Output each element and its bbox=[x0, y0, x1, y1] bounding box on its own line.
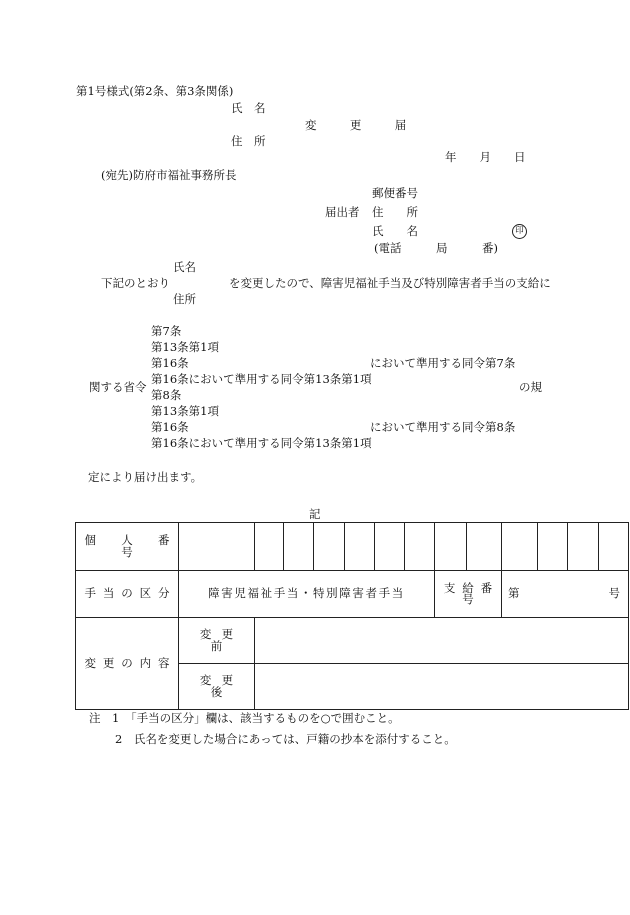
personal-number-digit[interactable] bbox=[599, 523, 629, 571]
personal-number-digit[interactable] bbox=[502, 523, 538, 571]
date-field: 年 月 日 bbox=[445, 150, 526, 164]
applicant-name-label: 氏 名 bbox=[372, 224, 418, 238]
after-change-label: 変更後 bbox=[179, 664, 255, 710]
body-intro: 下記のとおり bbox=[101, 276, 170, 290]
article-option: 第16条 bbox=[151, 420, 189, 434]
applicant-address-label: 住 所 bbox=[372, 205, 418, 219]
change-before-row bbox=[76, 618, 629, 664]
allowance-row bbox=[76, 571, 629, 618]
form-number: 第1号様式(第2条、第3条関係) bbox=[76, 84, 234, 98]
submitter-label: 届出者 bbox=[325, 205, 360, 219]
title-address-option: 住 所 bbox=[231, 134, 266, 148]
article-option: 第16条 bbox=[151, 356, 189, 370]
personal-number-digit[interactable] bbox=[405, 523, 435, 571]
allowance-type-label: 手当の区分 bbox=[76, 571, 179, 618]
postal-code-label: 郵便番号 bbox=[372, 186, 418, 200]
addressee: (宛先)防府市福祉事務所長 bbox=[101, 168, 237, 182]
personal-number-digit[interactable] bbox=[375, 523, 405, 571]
change-content-label: 変更の内容 bbox=[76, 618, 179, 710]
personal-number-digit[interactable] bbox=[467, 523, 502, 571]
personal-number-digit[interactable] bbox=[538, 523, 568, 571]
title-name-option: 氏 名 bbox=[231, 101, 266, 115]
article-option: 第16条において準用する同令第13条第1項 bbox=[151, 436, 372, 450]
form-title: 変 更 届 bbox=[305, 118, 418, 132]
phone-field: (電話 局 番) bbox=[374, 241, 498, 255]
personal-number-row bbox=[76, 523, 629, 571]
personal-number-digit[interactable] bbox=[284, 523, 314, 571]
article-option: 第16条において準用する同令第13条第1項 bbox=[151, 372, 372, 386]
personal-number-digit[interactable] bbox=[314, 523, 345, 571]
allowance-type-options[interactable]: 障害児福祉手当・特別障害者手当 bbox=[179, 571, 435, 618]
closing-text: 定により届け出ます。 bbox=[88, 470, 203, 484]
seal-mark: 印 bbox=[512, 224, 527, 239]
apply-clause-7: において準用する同令第7条 bbox=[370, 356, 516, 370]
before-change-label: 変更前 bbox=[179, 618, 255, 664]
seal-icon bbox=[512, 224, 527, 239]
rule-suffix: の規 bbox=[519, 380, 542, 394]
before-change-field[interactable] bbox=[255, 618, 629, 664]
payment-number-suffix: 号 bbox=[608, 586, 620, 601]
personal-number-digit[interactable] bbox=[345, 523, 375, 571]
change-form-table bbox=[75, 522, 629, 710]
after-change-field[interactable] bbox=[255, 664, 629, 710]
body-choice-address: 住所 bbox=[173, 292, 196, 306]
note-1: 注 1 「手当の区分」欄は、該当するものを○で囲むこと。 bbox=[89, 711, 400, 725]
payment-number-label: 支給番号 bbox=[435, 571, 502, 618]
article-option: 第8条 bbox=[151, 388, 182, 402]
payment-number-prefix: 第 bbox=[508, 586, 520, 601]
personal-number-digit[interactable] bbox=[435, 523, 467, 571]
personal-number-digit[interactable] bbox=[568, 523, 599, 571]
article-option: 第13条第1項 bbox=[151, 340, 219, 354]
personal-number-digit[interactable] bbox=[255, 523, 284, 571]
body-choice-name: 氏名 bbox=[173, 260, 196, 274]
payment-number-field[interactable] bbox=[502, 571, 629, 618]
article-option: 第13条第1項 bbox=[151, 404, 219, 418]
body-intro-continued: を変更したので、障害児福祉手当及び特別障害者手当の支給に bbox=[229, 276, 551, 290]
personal-number-label: 個 人 番 号 bbox=[76, 523, 179, 571]
note-2: 2 氏名を変更した場合にあっては、戸籍の抄本を添付すること。 bbox=[115, 732, 456, 746]
article-option: 第7条 bbox=[151, 324, 182, 338]
ordinance-label: 関する省令 bbox=[89, 380, 147, 394]
apply-clause-8: において準用する同令第8条 bbox=[370, 420, 516, 434]
record-heading: 記 bbox=[309, 507, 321, 521]
